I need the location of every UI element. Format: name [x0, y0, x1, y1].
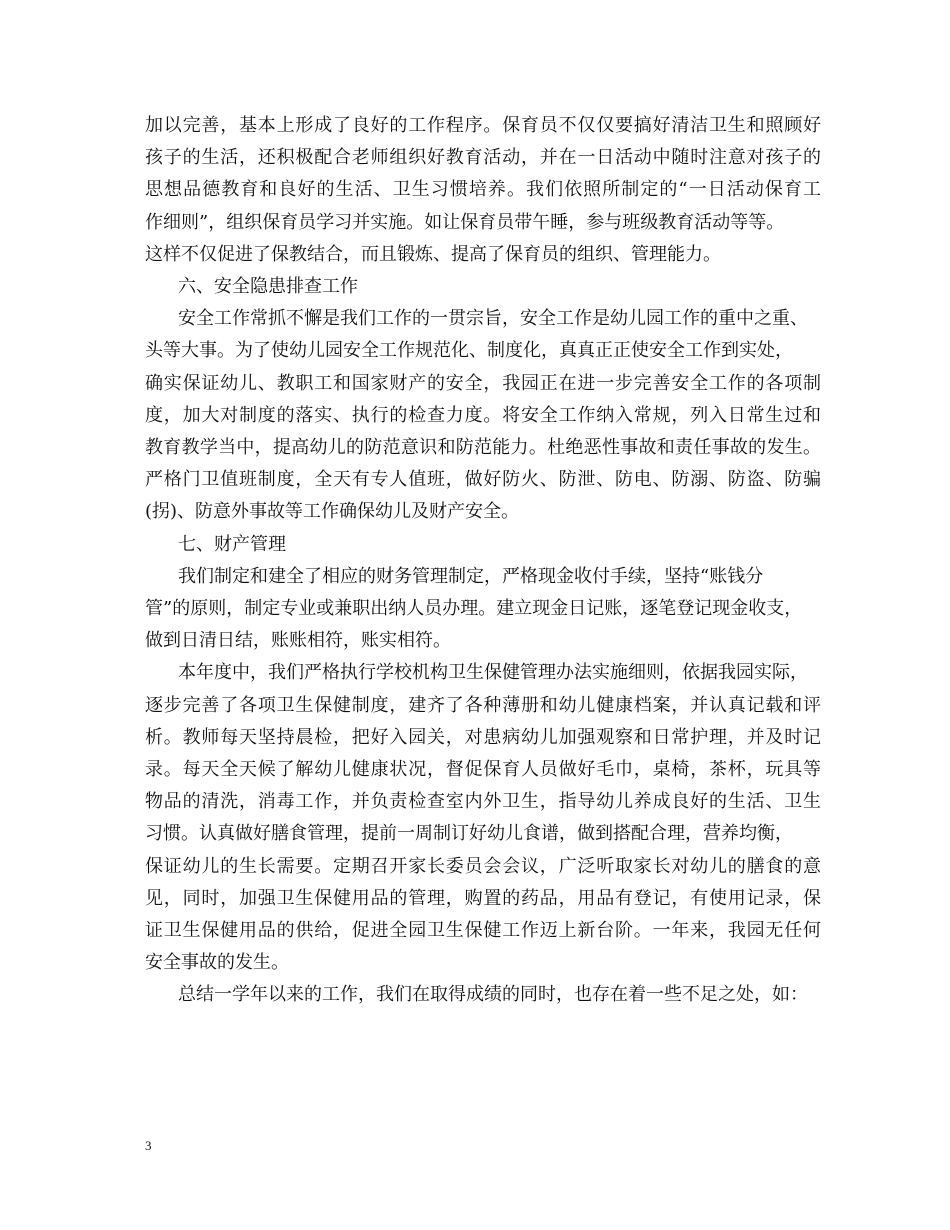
- text-line: 保证幼儿的生长需要。定期召开家长委员会会议，广泛听取家长对幼儿的膳食的意: [145, 856, 821, 877]
- text-line: 六、安全隐患排查工作: [178, 276, 358, 297]
- text-line: 确实保证幼儿、教职工和国家财产的安全，我园正在进一步完善安全工作的各项制: [145, 373, 821, 394]
- page-number: 3: [145, 1138, 152, 1153]
- text-line: 证卫生保健用品的供给，促进全园卫生保健工作迈上新台阶。一年来，我园无任何: [145, 920, 821, 941]
- text-line: 严格门卫值班制度，全天有专人值班，做好防火、防泄、防电、防溺、防盗、防骗: [145, 469, 821, 490]
- text-line: 管”的原则，制定专业或兼职出纳人员办理。建立现金日记账，逐笔登记现金收支，: [145, 598, 803, 619]
- text-line: 七、财产管理: [178, 534, 286, 555]
- text-line: 析。教师每天坚持晨检，把好入园关，对患病幼儿加强观察和日常护理，并及时记: [145, 727, 821, 748]
- text-line: 安全事故的发生。: [145, 952, 289, 973]
- text-line: 思想品德教育和良好的生活、卫生习惯培养。我们依照所制定的“一日活动保育工: [145, 179, 821, 200]
- text-line: 教育教学当中，提高幼儿的防范意识和防范能力。杜绝恶性事故和责任事故的发生。: [145, 437, 821, 458]
- text-line: 安全工作常抓不懈是我们工作的一贯宗旨，安全工作是幼儿园工作的重中之重、: [178, 308, 808, 329]
- text-line: 总结一学年以来的工作，我们在取得成绩的同时，也存在着一些不足之处，如：: [178, 984, 808, 1005]
- text-line: (拐)、防意外事故等工作确保幼儿及财产安全。: [145, 501, 520, 522]
- text-line: 我们制定和建全了相应的财务管理制定，严格现金收付手续，坚持“账钱分: [178, 566, 764, 587]
- text-line: 做到日清日结，账账相符，账实相符。: [145, 630, 451, 651]
- text-line: 录。每天全天候了解幼儿健康状况，督促保育人员做好毛巾，桌椅，茶杯，玩具等: [145, 759, 821, 780]
- text-line: 这样不仅促进了保教结合，而且锻炼、提高了保育员的组织、管理能力。: [145, 244, 721, 265]
- text-line: 习惯。认真做好膳食管理，提前一周制订好幼儿食谱，做到搭配合理，营养均衡，: [145, 823, 793, 844]
- text-line: 头等大事。为了使幼儿园安全工作规范化、制度化，真真正正使安全工作到实处，: [145, 340, 793, 361]
- text-line: 孩子的生活，还积极配合老师组织好教育活动，并在一日活动中随时注意对孩子的: [145, 147, 821, 168]
- text-line: 加以完善，基本上形成了良好的工作程序。保育员不仅仅要搞好清洁卫生和照顾好: [145, 115, 821, 136]
- text-line: 度，加大对制度的落实、执行的检查力度。将安全工作纳入常规，列入日常生过和: [145, 405, 821, 426]
- text-line: 逐步完善了各项卫生保健制度，建齐了各种薄册和幼儿健康档案，并认真记载和评: [145, 695, 821, 716]
- text-line: 物品的清洗，消毒工作，并负责检查室内外卫生，指导幼儿养成良好的生活、卫生: [145, 791, 821, 812]
- text-line: 作细则”，组织保育员学习并实施。如让保育员带午睡，参与班级教育活动等等。: [145, 212, 785, 233]
- text-line: 见，同时，加强卫生保健用品的管理，购置的药品，用品有登记，有使用记录，保: [145, 888, 821, 909]
- text-line: 本年度中，我们严格执行学校机构卫生保健管理办法实施细则，依据我园实际，: [178, 662, 808, 683]
